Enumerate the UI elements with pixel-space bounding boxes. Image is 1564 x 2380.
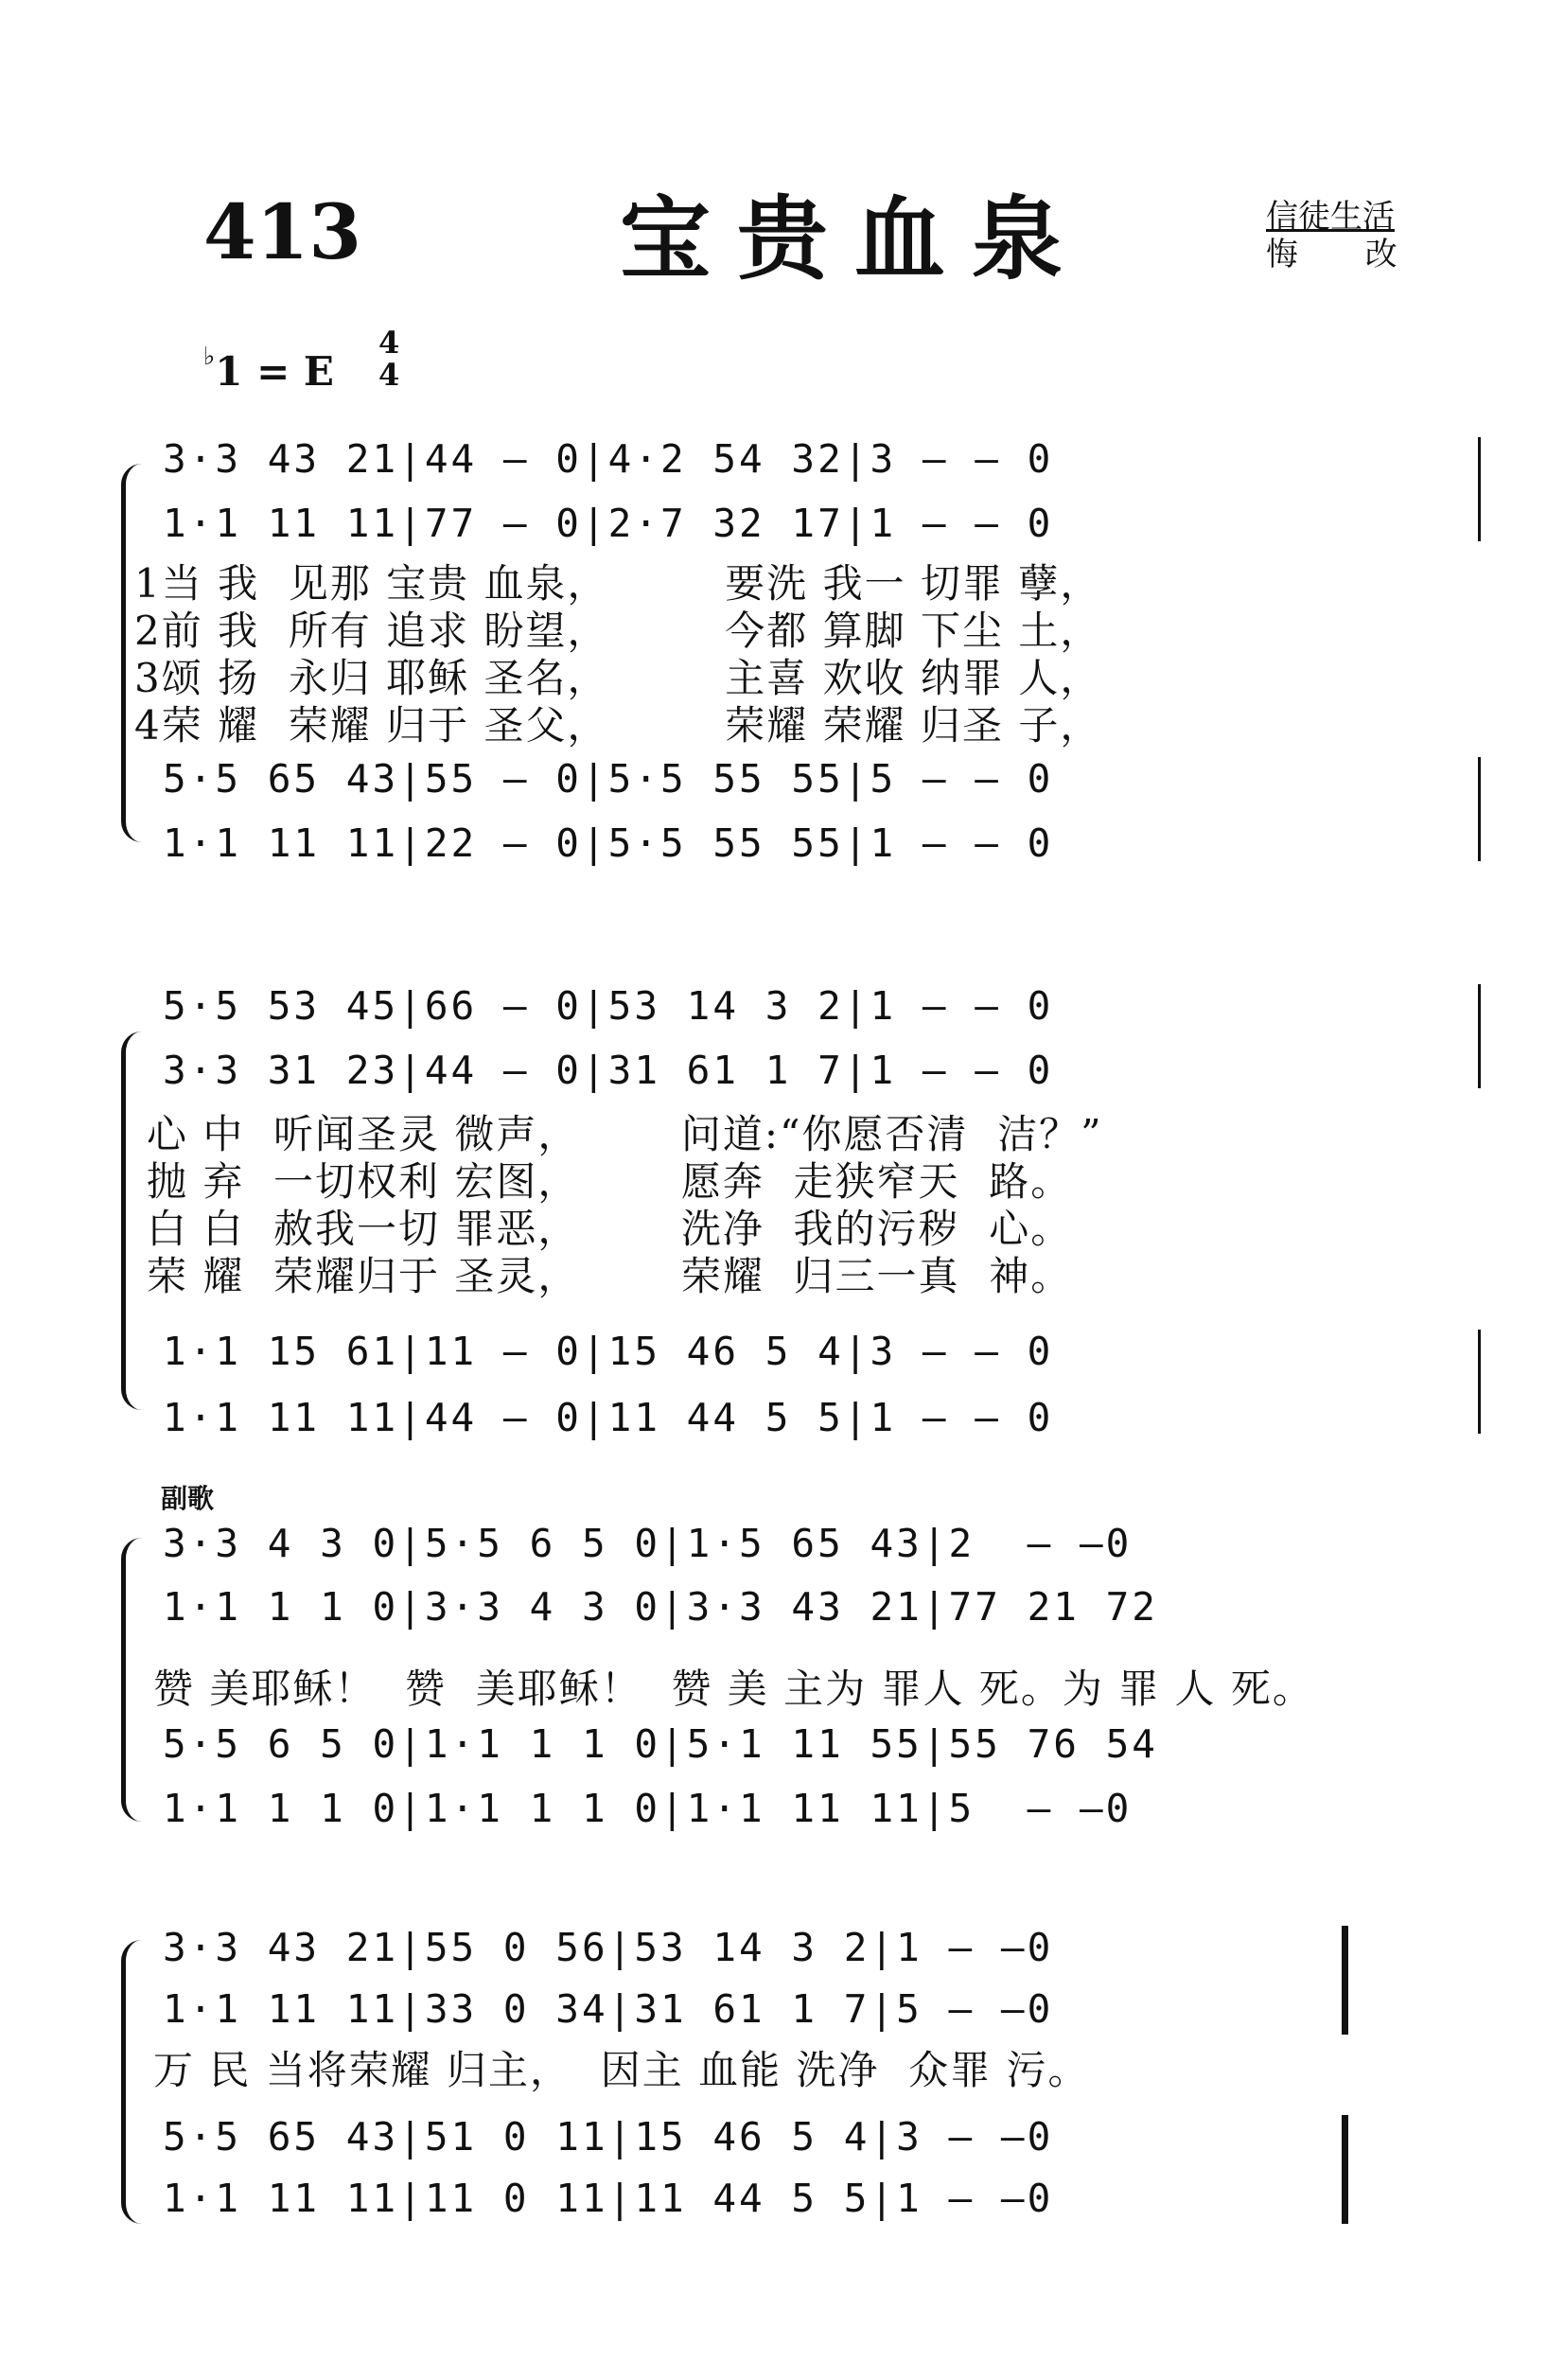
tenor-line: 5·5 65 43|55 – 0|5·5 55 55|5 – – 0	[163, 756, 1054, 802]
time-top: 4	[378, 325, 400, 361]
final-double-barline	[1342, 2115, 1348, 2224]
alto-line: 1·1 11 11|77 – 0|2·7 32 17|1 – – 0	[163, 501, 1054, 546]
alto-line: 1·1 1 1 0|3·3 4 3 0|3·3 43 21|77 21 72	[163, 1584, 1158, 1630]
lyric-verse-4: 荣 耀 荣耀归于 圣灵， 荣耀 归三一真 神。	[147, 1253, 1073, 1299]
tenor-line: 5·5 6 5 0|1·1 1 1 0|5·1 11 55|55 76 54	[163, 1721, 1158, 1767]
bass-line: 1·1 11 11|22 – 0|5·5 55 55|1 – – 0	[163, 820, 1054, 866]
soprano-line: 3·3 43 21|55 0 56|53 14 3 2|1 – –0	[163, 1925, 1054, 1970]
lyric-verse-2: 2前 我 所有 追求 盼望， 今都 算脚 下尘 土，	[134, 608, 1102, 654]
lyric-verse-3: 白 白 赦我一切 罪恶， 洗净 我的污秽 心。	[147, 1206, 1073, 1252]
lyric-verse-3: 3颂 扬 永归 耶稣 圣名， 主喜 欢收 纳罪 人，	[134, 655, 1102, 701]
alto-line: 1·1 11 11|33 0 34|31 61 1 7|5 – –0	[163, 1986, 1054, 2032]
tenor-line: 1·1 15 61|11 – 0|15 46 5 4|3 – – 0	[163, 1329, 1054, 1374]
lyric-verse-1: 心 中 听闻圣灵 微声， 问道:“你愿否清 洁？”	[147, 1111, 1103, 1157]
time-bottom: 4	[378, 357, 400, 393]
final-barline	[1478, 437, 1481, 541]
credit-source: 信徒生活	[1266, 198, 1395, 236]
credit-category: 悔 改	[1266, 236, 1397, 273]
lyric-verse-1: 1当 我 见那 宝贵 血泉， 要洗 我一 切罪 孽，	[134, 560, 1102, 607]
alto-line: 3·3 31 23|44 – 0|31 61 1 7|1 – – 0	[163, 1048, 1054, 1093]
hymn-title: 宝贵血泉	[620, 185, 1089, 292]
key-flat-symbol: ♭	[203, 343, 216, 371]
hymn-number: 413	[203, 187, 361, 276]
bass-line: 1·1 1 1 0|1·1 1 1 0|1·1 11 11|5 – –0	[163, 1786, 1133, 1831]
bass-line: 1·1 11 11|44 – 0|11 44 5 5|1 – – 0	[163, 1395, 1054, 1440]
chorus-label: 副歌	[161, 1483, 215, 1514]
system-brace	[121, 1538, 150, 1822]
lyric-verse-2: 抛 弃 一切权利 宏图， 愿奔 走狭窄天 路。	[147, 1158, 1073, 1205]
lyric-chorus: 赞 美耶稣！ 赞 美耶稣！ 赞 美 主为 罪人 死。为 罪 人 死。	[153, 1666, 1314, 1712]
time-signature	[378, 326, 399, 391]
lyric-verse-4: 4荣 耀 荣耀 归于 圣父， 荣耀 荣耀 归圣 子，	[134, 702, 1102, 749]
final-barline	[1478, 757, 1481, 861]
system-brace	[121, 1940, 150, 2224]
key-label: 1 = E	[215, 348, 334, 395]
final-barline	[1478, 984, 1481, 1088]
final-barline	[1478, 1330, 1481, 1434]
soprano-line: 3·3 4 3 0|5·5 6 5 0|1·5 65 43|2 – –0	[163, 1521, 1133, 1566]
soprano-line: 5·5 53 45|66 – 0|53 14 3 2|1 – – 0	[163, 983, 1054, 1029]
bass-line: 1·1 11 11|11 0 11|11 44 5 5|1 – –0	[163, 2176, 1054, 2221]
lyric-line: 万 民 当将荣耀 归主， 因主 血能 洗净 众罪 污。	[153, 2047, 1090, 2093]
soprano-line: 3·3 43 21|44 – 0|4·2 54 32|3 – – 0	[163, 436, 1054, 482]
key-signature	[203, 343, 334, 395]
final-double-barline	[1342, 1926, 1348, 2035]
tenor-line: 5·5 65 43|51 0 11|15 46 5 4|3 – –0	[163, 2114, 1054, 2160]
